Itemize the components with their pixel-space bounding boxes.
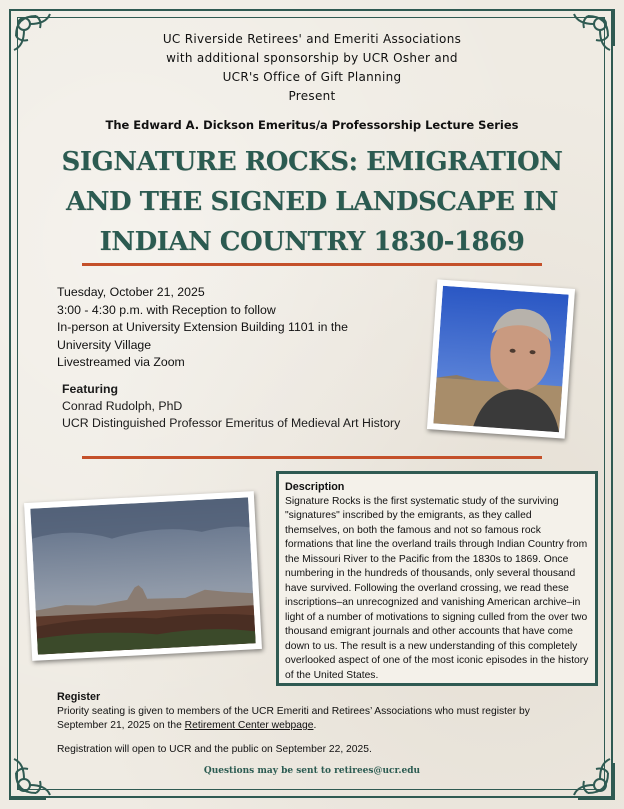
event-time: 3:00 - 4:30 p.m. with Reception to follow	[57, 302, 276, 317]
divider-rule	[82, 263, 542, 266]
questions-contact: Questions may be sent to retirees@ucr.edu	[203, 766, 421, 776]
featuring-block	[62, 381, 422, 432]
event-stream: Livestreamed via Zoom	[57, 355, 185, 369]
lecture-title	[30, 142, 594, 262]
sponsor-line: UC Riverside Retirees' and Emeriti Associations	[162, 32, 462, 46]
event-location: In-person at University Extension Building 1101 in the	[57, 320, 348, 334]
description-heading: Description	[285, 481, 345, 493]
speaker-name: Conrad Rudolph, PhD	[62, 399, 183, 413]
event-details	[57, 284, 397, 372]
corner-ornament-icon	[6, 6, 76, 76]
title-line: AND THE SIGNED LANDSCAPE IN	[66, 187, 558, 217]
speaker-photo	[427, 279, 575, 438]
landscape-photo	[24, 491, 262, 661]
title-line: SIGNATURE ROCKS: EMIGRATION	[61, 147, 563, 177]
register-section	[57, 690, 577, 757]
divider-rule	[82, 456, 542, 459]
sponsor-line: with additional sponsorship by UCR Osher and	[166, 51, 458, 65]
sponsor-line: Present	[288, 89, 336, 103]
register-text-end: .	[313, 720, 317, 731]
register-heading: Register	[57, 691, 101, 703]
event-date: Tuesday, October 21, 2025	[57, 285, 205, 299]
featuring-label: Featuring	[62, 382, 119, 396]
register-text: Priority seating is given to members of the UCR Emeriti and Retirees’ Associations who must register by September 21, 2025 on the	[57, 705, 530, 731]
event-location: University Village	[57, 337, 152, 352]
retirement-center-link[interactable]: Retirement Center webpage	[184, 720, 314, 731]
sponsor-line: UCR's Office of Gift Planning	[222, 70, 402, 84]
registration-open-text: Registration will open to UCR and the public on September 22, 2025.	[57, 743, 372, 755]
description-box	[276, 471, 598, 686]
speaker-title: UCR Distinguished Professor Emeritus of Medieval Art History	[62, 416, 401, 430]
corner-ornament-icon	[548, 6, 618, 76]
description-body: Signature Rocks is the first systematic study of the surviving "signatures" inscribed by the emigrants, as they called themselves, on both the famous and not so famous rock formations that line the overland trails through Indian Country from the Missouri River to the Pacific from the 1830s to 1869. Once numbering in the hundreds of thousands, only several thousand have survived. Following the overland crossing, we read these inscriptions–an unrecognized and vanishing American archive–in light of a number of motivations to signing culled from the over two thousand emigrant journals and other accounts that have come down to us. The result is a new understanding of this completely overlooked aspect of one of the most iconic episodes in the history of the United States.	[285, 495, 589, 681]
sponsor-block	[90, 30, 534, 106]
lecture-series-heading: The Edward A. Dickson Emeritus/a Professorship Lecture Series	[105, 118, 519, 132]
register-priority-text	[57, 705, 577, 734]
title-line: INDIAN COUNTRY 1830-1869	[99, 227, 525, 257]
